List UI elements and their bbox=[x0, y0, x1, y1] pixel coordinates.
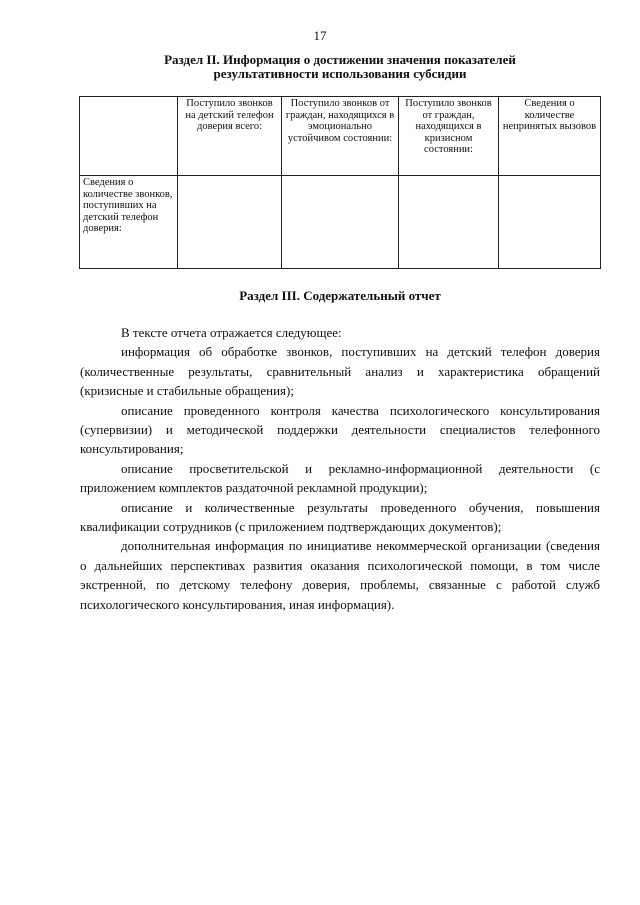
results-table bbox=[79, 96, 601, 269]
table-cell bbox=[399, 176, 499, 269]
report-body bbox=[80, 323, 600, 614]
section3-title: Раздел III. Содержательный отчет bbox=[239, 288, 441, 303]
table-row bbox=[80, 176, 601, 269]
report-paragraph: информация об обработке звонков, поступивших на детский телефон доверия (количественные результаты, сравнительный анализ и характеристика обращений (кризисные и стабильные обращения); bbox=[80, 344, 600, 399]
report-paragraph: В тексте отчета отражается следующее: bbox=[121, 325, 342, 340]
table-cell bbox=[282, 176, 399, 269]
page-number: 17 bbox=[313, 28, 327, 43]
table-header-total-calls: Поступило звонков на детский телефон доверия всего: bbox=[178, 97, 282, 176]
report-paragraph: описание и количественные результаты проведенного обучения, повышения квалификации сотрудников (с приложением подтверждающих документов); bbox=[80, 499, 600, 535]
table-header-crisis-calls: Поступило звонков от граждан, находящихся в кризисном состоянии: bbox=[399, 97, 499, 176]
table-header-stable-calls: Поступило звонков от граждан, находящихся в эмоционально устойчивом состоянии: bbox=[282, 97, 399, 176]
table-header-row bbox=[80, 97, 601, 176]
report-paragraph: дополнительная информация по инициативе некоммерческой организации (сведения о дальнейших перспективах развития оказания психологической помощи, в том числе экстренной, по детскому телефону доверия, проблемы, связанные с работой служб психологического консультирования, иная информация). bbox=[80, 538, 600, 612]
report-paragraph: описание просветительской и рекламно-информационной деятельности (с приложением комплектов раздаточной рекламной продукции); bbox=[80, 460, 600, 496]
report-paragraph: описание проведенного контроля качества психологического консультирования (супервизии) и методической поддержки деятельности специалистов телефонного консультирования; bbox=[80, 402, 600, 457]
table-cell bbox=[178, 176, 282, 269]
section2-title-line1: Раздел II. Информация о достижении значения показателей bbox=[164, 52, 516, 67]
table-row-label: Сведения о количестве звонков, поступивших на детский телефон доверия: bbox=[80, 176, 178, 269]
table-cell bbox=[499, 176, 601, 269]
section2-title-line2: результативности использования субсидии bbox=[213, 66, 467, 81]
section2-title bbox=[80, 53, 600, 81]
table-header-missed-calls: Сведения о количестве непринятых вызовов bbox=[499, 97, 601, 176]
table-header-empty bbox=[80, 97, 178, 176]
